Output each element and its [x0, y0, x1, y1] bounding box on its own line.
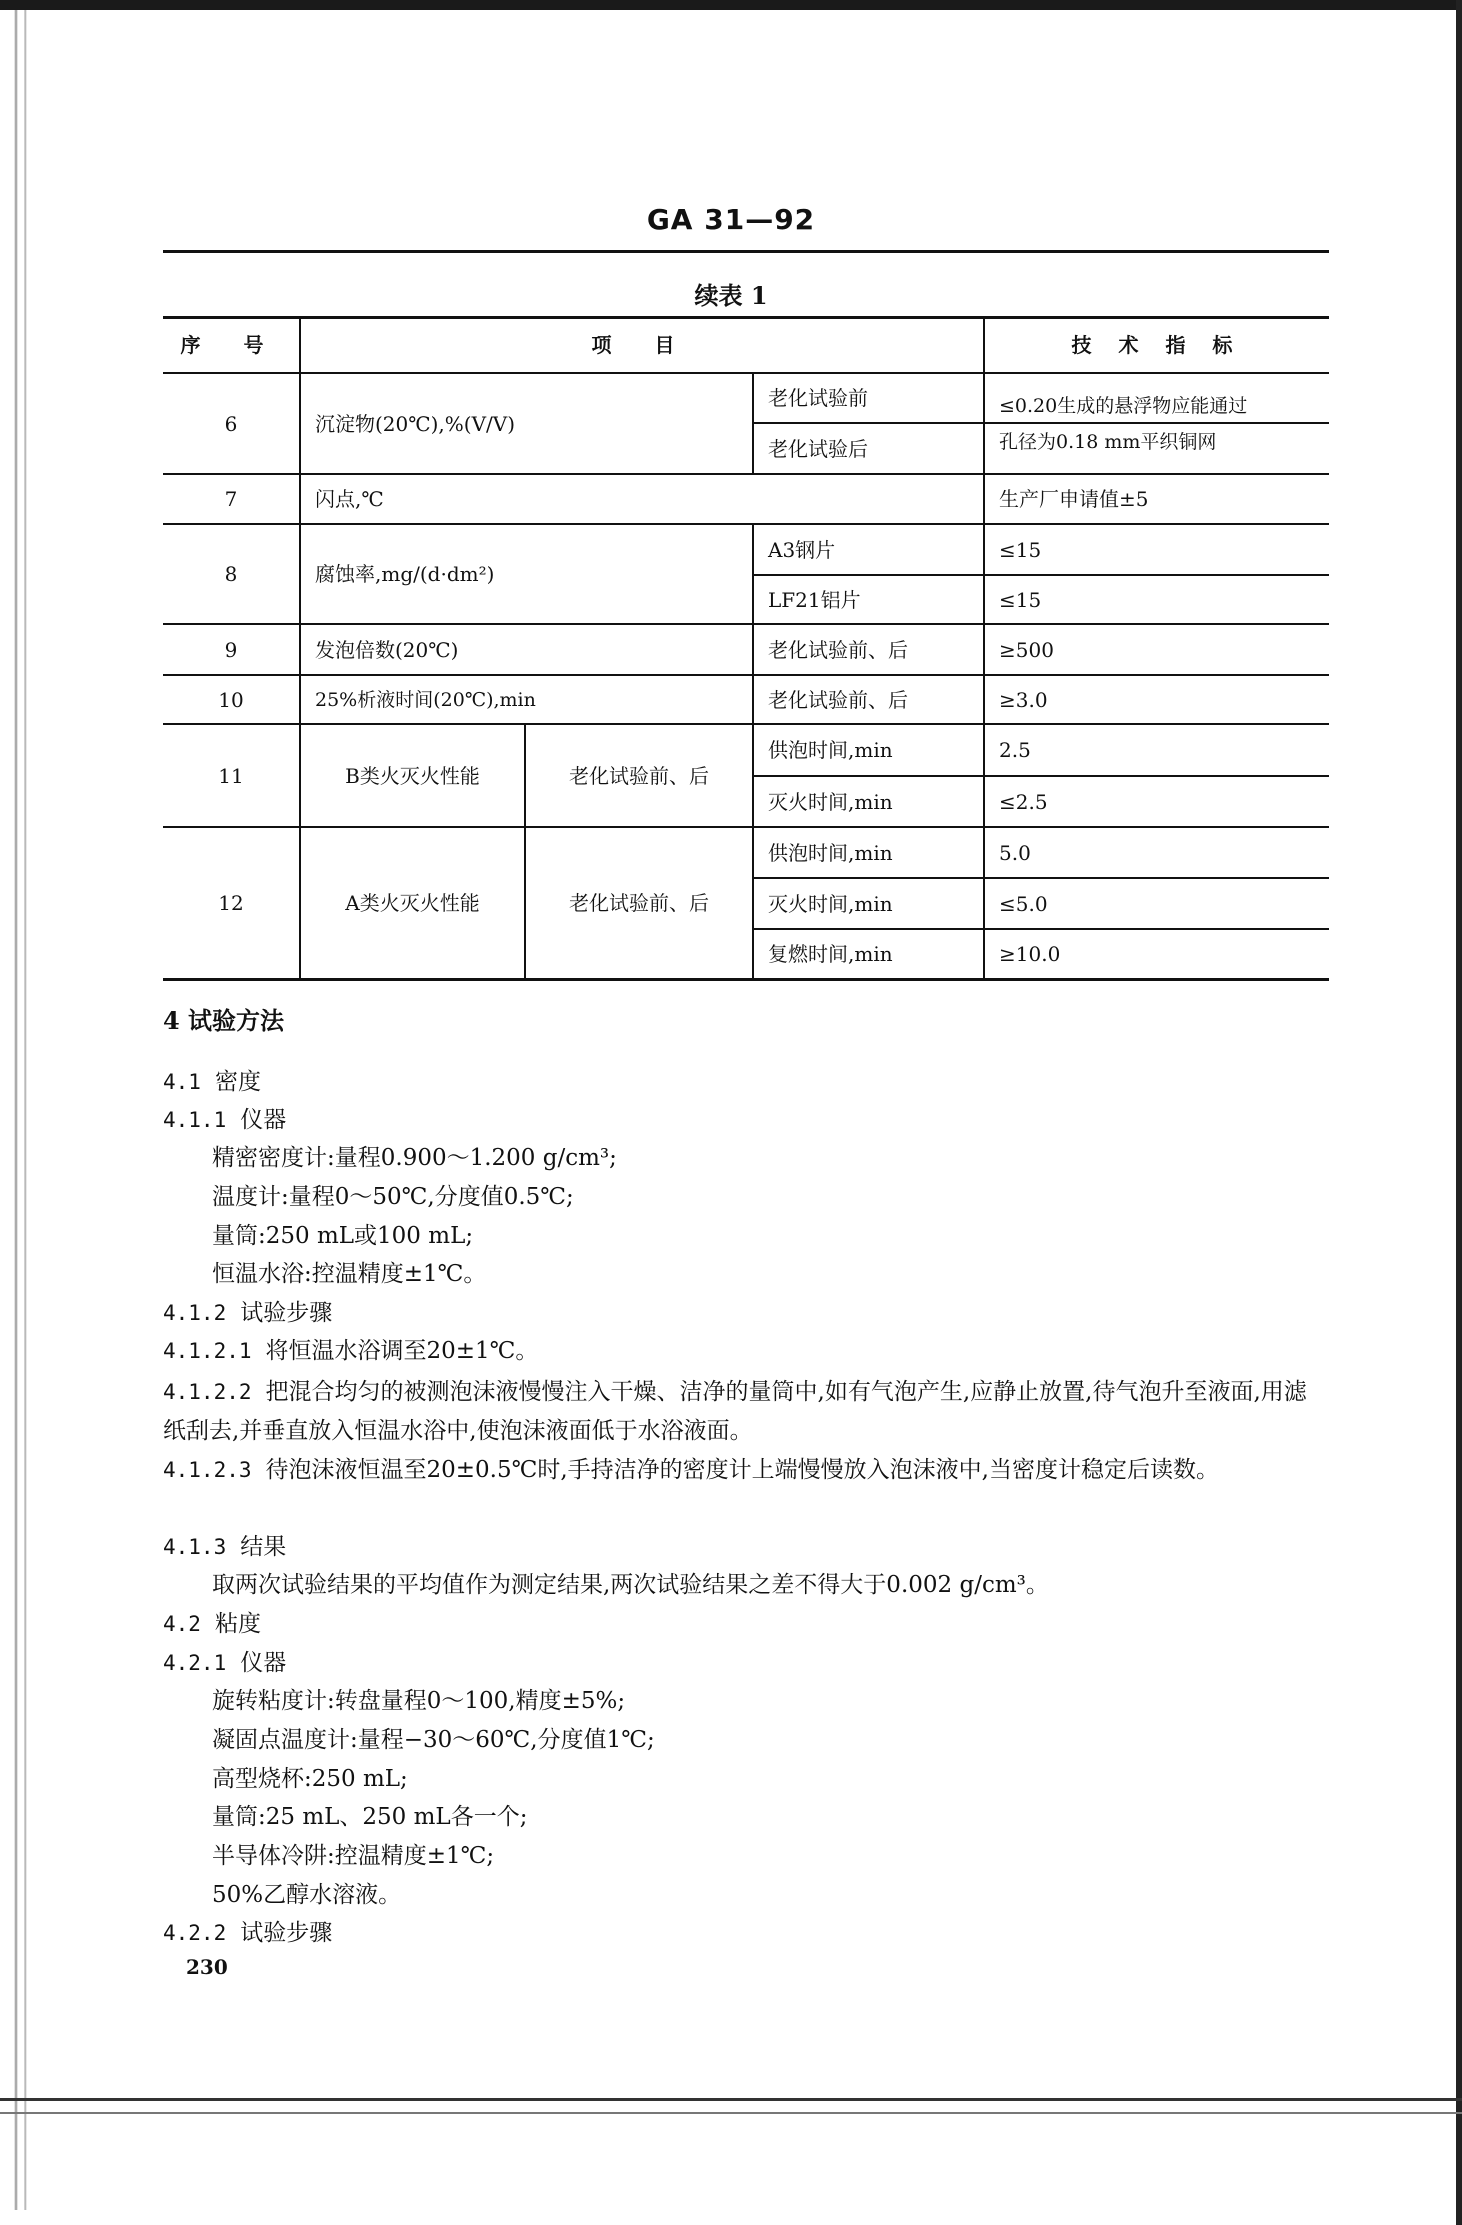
section-4-2-heading — [163, 1607, 261, 1641]
section-4-2-2-heading — [163, 1916, 332, 1950]
section-title: 仪器 — [240, 1650, 287, 1676]
row-item: 25%析液时间(20℃),min — [315, 688, 536, 711]
row-spec-line2: 孔径为0.18 mm平织铜网 — [999, 431, 1217, 453]
row-condition: A3钢片 — [768, 537, 836, 562]
section-4-1-2-1 — [163, 1334, 538, 1368]
list-item: 半导体冷阱:控温精度±1℃; — [212, 1843, 495, 1869]
section-title: 试验步骤 — [240, 1920, 333, 1946]
section-4-1-2-3 — [163, 1451, 1329, 1490]
row-stage: 老化试验前、后 — [569, 891, 709, 915]
section-4-1-3-heading — [163, 1530, 286, 1564]
section-4-1-1-heading — [163, 1103, 286, 1137]
paragraph-text: 把混合均匀的被测泡沫液慢慢注入干燥、洁净的量筒中,如有气泡产生,应静止放置,待气泡升至液面,用滤纸刮去,并垂直放入恒温水浴中,使泡沫液面低于水浴液面。 — [163, 1379, 1307, 1444]
list-item: 50%乙醇水溶液。 — [212, 1882, 402, 1908]
row-spec: 2.5 — [999, 738, 1031, 762]
scan-edge-top — [0, 0, 1462, 10]
section-title: 结果 — [240, 1534, 287, 1560]
page-number: 230 — [186, 1955, 228, 1979]
row-item: B类火灭火性能 — [345, 763, 480, 788]
row-seq: 6 — [224, 411, 238, 436]
row-seq: 12 — [218, 891, 244, 915]
row-spec: ≤15 — [999, 587, 1042, 612]
list-item: 旋转粘度计:转盘量程0～100,精度±5%; — [212, 1688, 626, 1714]
row-condition: 老化试验后 — [768, 436, 868, 461]
row-spec: ≤15 — [999, 537, 1042, 562]
list-item: 凝固点温度计:量程−30～60℃,分度值1℃; — [212, 1727, 655, 1753]
row-stage: 老化试验前、后 — [569, 763, 709, 788]
row-item: 沉淀物(20℃),%(V/V) — [315, 411, 516, 436]
row-spec: ≥500 — [999, 637, 1054, 662]
section-number: 4.1 — [163, 1070, 201, 1094]
row-spec: 生产厂申请值±5 — [999, 487, 1149, 511]
standard-code: GA 31—92 — [646, 203, 816, 236]
scan-edge-right — [1456, 0, 1462, 2225]
row-sub-label: 供泡时间,min — [768, 840, 893, 865]
list-item: 高型烧杯:250 mL; — [212, 1766, 408, 1792]
section-4-1-2-heading — [163, 1296, 332, 1330]
section-4-1-2-2 — [163, 1373, 1329, 1451]
list-item: 温度计:量程0～50℃,分度值0.5℃; — [212, 1184, 574, 1210]
row-seq: 7 — [224, 487, 238, 511]
section-number: 4.1.3 — [163, 1535, 227, 1559]
result-text: 取两次试验结果的平均值作为测定结果,两次试验结果之差不得大于0.002 g/cm³。 — [212, 1572, 1049, 1598]
row-seq: 9 — [224, 637, 238, 662]
section-number: 4.1.2.3 — [163, 1458, 252, 1482]
row-sub-label: 供泡时间,min — [768, 738, 893, 762]
row-condition: 老化试验前 — [768, 386, 868, 410]
list-item: 恒温水浴:控温精度±1℃。 — [212, 1261, 487, 1287]
section-title: 密度 — [214, 1069, 261, 1095]
row-sub-label: 灭火时间,min — [768, 891, 893, 916]
section-number: 4.1.1 — [163, 1108, 227, 1132]
col-header-seq: 序 号 — [180, 333, 282, 357]
scan-edge-bottom — [0, 2112, 1462, 2114]
row-seq: 10 — [218, 687, 244, 712]
row-sub-label: 灭火时间,min — [768, 789, 893, 814]
paragraph-text: 待泡沫液恒温至20±0.5℃时,手持洁净的密度计上端慢慢放入泡沫液中,当密度计稳定后读数。 — [265, 1457, 1219, 1483]
row-spec: ≤5.0 — [999, 891, 1048, 916]
row-item: A类火灭火性能 — [345, 891, 480, 915]
row-seq: 8 — [224, 562, 238, 586]
section-title: 粘度 — [214, 1611, 261, 1637]
section-number: 4.2 — [163, 1612, 201, 1636]
section-4-2-1-heading — [163, 1646, 286, 1680]
row-seq: 11 — [218, 763, 244, 788]
scan-edge-left — [0, 10, 36, 2210]
scan-edge-bottom — [0, 2098, 1462, 2101]
section-number: 4.1.2 — [163, 1301, 227, 1325]
row-condition: 老化试验前、后 — [768, 637, 908, 662]
row-sub-label: 复燃时间,min — [768, 942, 893, 966]
row-item: 腐蚀率,mg/(d·dm²) — [315, 562, 495, 586]
section-title: 仪器 — [240, 1107, 287, 1133]
row-item: 发泡倍数(20℃) — [315, 637, 459, 662]
row-spec: ≥10.0 — [999, 942, 1061, 966]
row-spec: ≥3.0 — [999, 687, 1048, 712]
row-spec-line1: ≤0.20生成的悬浮物应能通过 — [999, 395, 1248, 417]
section-title: 试验步骤 — [240, 1300, 333, 1326]
header-rule — [163, 250, 1329, 253]
row-condition: 老化试验前、后 — [768, 687, 908, 712]
section-number: 4.1.2.2 — [163, 1380, 252, 1404]
row-spec: 5.0 — [999, 840, 1031, 865]
list-item: 精密密度计:量程0.900～1.200 g/cm³; — [212, 1145, 617, 1171]
section-4-1-heading — [163, 1065, 261, 1099]
table-caption: 续表 1 — [694, 281, 768, 310]
row-spec: ≤2.5 — [999, 789, 1048, 814]
table-rule — [163, 978, 1329, 981]
row-condition: LF21铝片 — [768, 587, 861, 612]
section-number: 4.2.2 — [163, 1921, 227, 1945]
paragraph-text: 将恒温水浴调至20±1℃。 — [265, 1338, 539, 1364]
list-item: 量筒:250 mL或100 mL; — [212, 1223, 474, 1249]
col-header-spec: 技 术 指 标 — [1071, 333, 1243, 357]
section-number: 4.2.1 — [163, 1651, 227, 1675]
col-header-item: 项 目 — [591, 333, 693, 357]
row-item: 闪点,℃ — [315, 487, 384, 511]
list-item: 量筒:25 mL、250 mL各一个; — [212, 1804, 528, 1830]
section-number: 4.1.2.1 — [163, 1339, 252, 1363]
section-4-heading: 4 试验方法 — [163, 1006, 285, 1035]
